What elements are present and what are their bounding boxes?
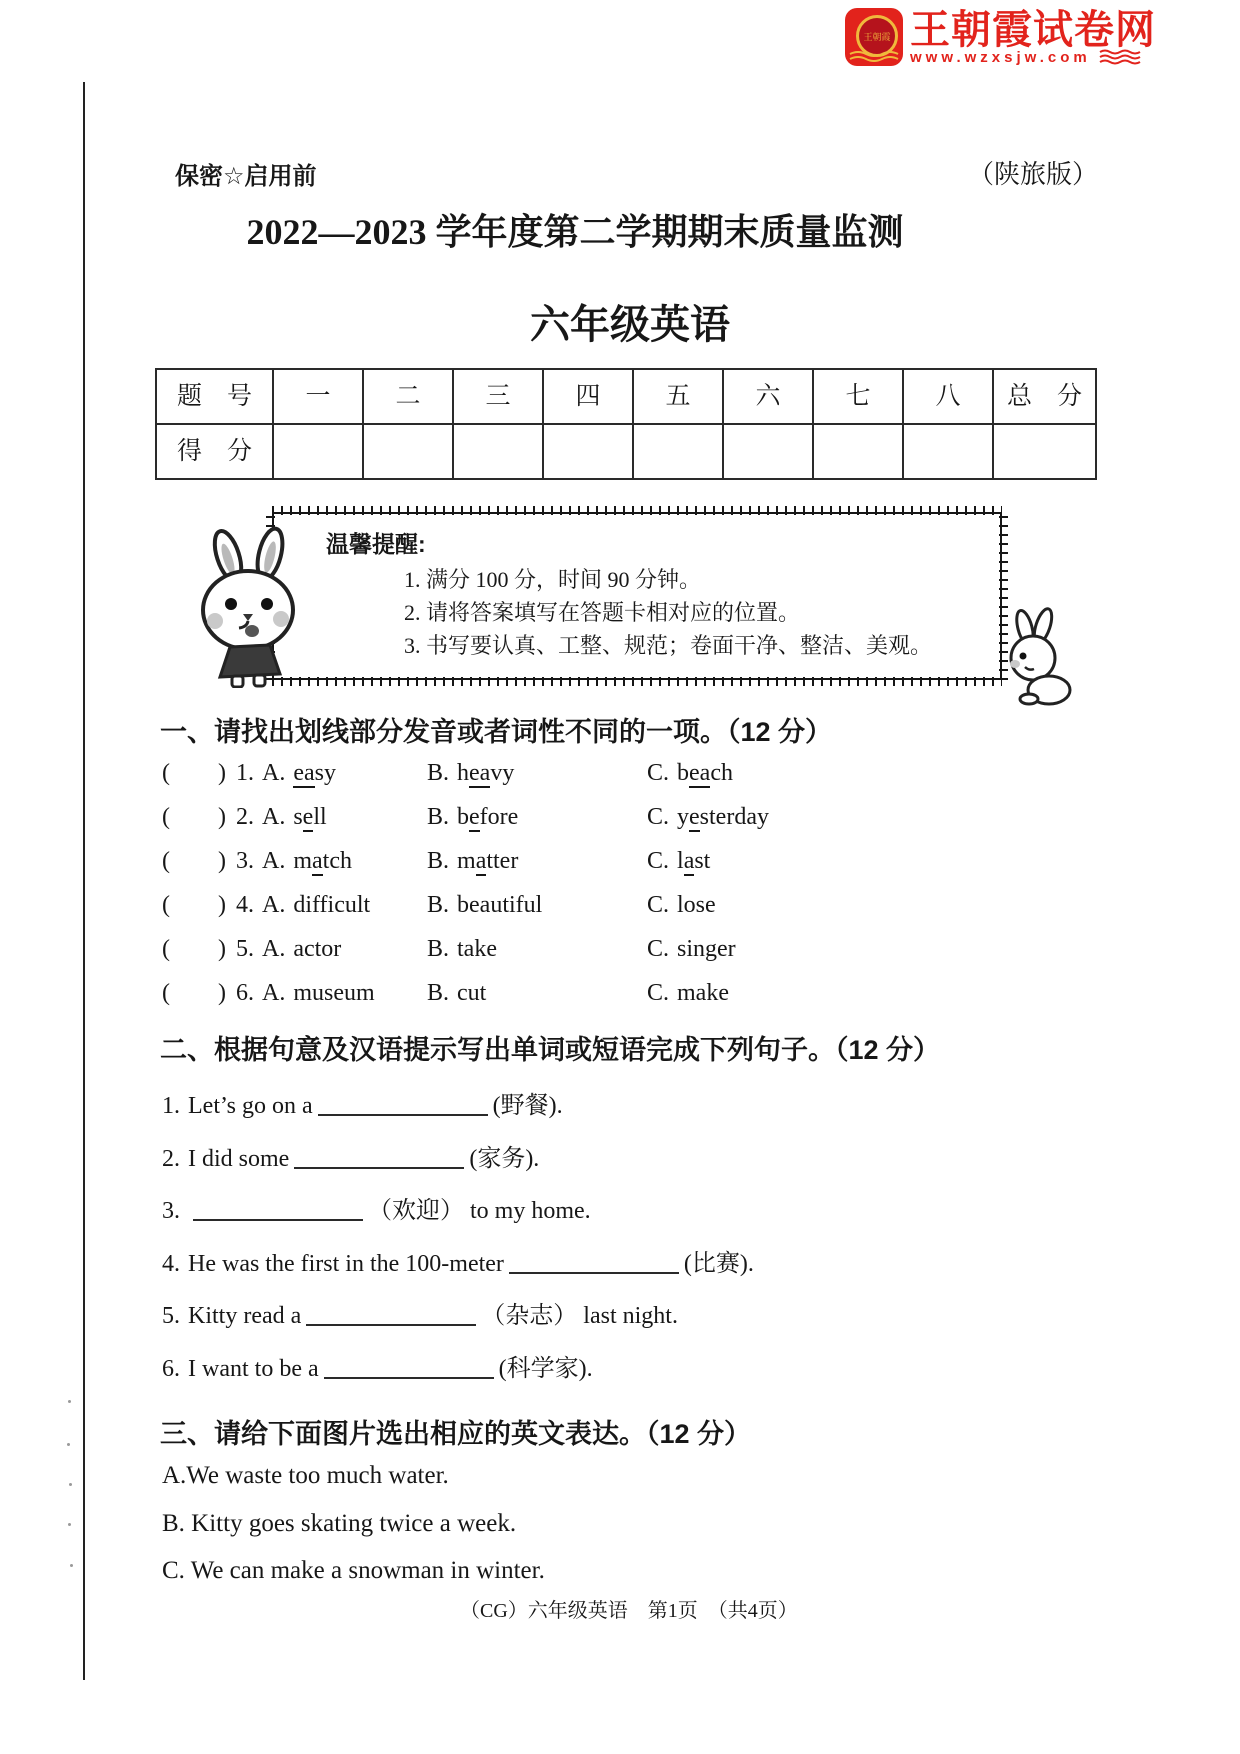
table-header-cell: 题 号 [157,370,274,425]
option-label: C. [647,980,670,1006]
option-word: cut [457,980,487,1006]
question-number-label: 1. [235,760,254,786]
fill-in-item [162,1295,678,1330]
item-number-label: 3. [162,1198,180,1224]
question-cell [162,804,427,831]
answer-paren: ( ) [162,980,226,1006]
scan-artifact-dot [68,1400,71,1403]
fill-in-item [162,1243,760,1278]
option-word: matter [457,848,519,874]
table-header-cell: 六 [724,370,814,425]
item-number-label: 5. [162,1303,180,1329]
score-cell [544,425,634,480]
page-title: 2022—2023 学年度第二学期期末质量监测 [246,212,904,252]
option-word: sell [293,804,327,830]
answer-paren: ( ) [162,804,226,830]
hint-label: (比赛). [683,1251,754,1277]
question-cell [162,936,427,963]
answer-blank [318,1092,488,1116]
stitched-border [272,506,1002,515]
fill-in-item [162,1348,599,1383]
scan-artifact-dot [70,1564,73,1567]
option-word: last [677,848,711,874]
option-word: match [293,848,352,874]
section-three-heading: 三、请给下面图片选出相应的英文表达。（12 分） [160,1419,752,1449]
table-header-cell: 七 [814,370,904,425]
question-cell [162,980,427,1007]
option-word: yesterday [677,804,769,830]
site-logo [845,8,1156,66]
option-label: B. [427,804,450,830]
scan-artifact-dot [68,1523,71,1526]
table-header-cell: 二 [364,370,454,425]
stitched-border [272,677,1002,686]
question-row [162,804,769,831]
table-header-cell: 八 [904,370,994,425]
table-header-cell: 五 [634,370,724,425]
question-cell [162,892,427,919]
fill-in-item [162,1190,591,1225]
option-word: beautiful [457,892,543,918]
notice-item: 3. 书写要认真、工整、规范；卷面干净、整洁、美观。 [404,633,933,658]
score-cell [454,425,544,480]
score-table [155,368,1097,480]
option-label: A. [261,980,286,1006]
question-cell [647,892,716,919]
option-word: easy [293,760,336,786]
item-number-label: 2. [162,1146,180,1172]
secrecy-label: 保密☆启用前 [175,163,317,190]
question-cell [647,936,736,963]
hint-label: （杂志） [481,1303,578,1329]
score-cell [904,425,994,480]
option-word: beach [677,760,733,786]
option-label: B. [427,936,450,962]
answer-paren: ( ) [162,936,226,962]
question-row [162,980,729,1007]
edition-label: （陕旅版） [968,160,1099,189]
section-two-heading: 二、根据句意及汉语提示写出单词或短语完成下列句子。（12 分） [160,1035,941,1065]
option-word: heavy [457,760,515,786]
score-cell [274,425,364,480]
answer-blank [324,1355,494,1379]
question-number-label: 6. [235,980,254,1006]
item-text: last night. [583,1303,678,1329]
item-text: to my home. [470,1198,591,1224]
option-label: A. [261,760,286,786]
option-label: A. [261,892,286,918]
score-cell [634,425,724,480]
option-label: A. [261,848,286,874]
notice-item: 2. 请将答案填写在答题卡相对应的位置。 [404,600,801,625]
rabbit-right-icon [995,606,1077,706]
item-number-label: 1. [162,1093,180,1119]
item-number-label: 4. [162,1251,180,1277]
option-word: singer [677,936,736,962]
table-header-cell: 一 [274,370,364,425]
item-number-label: 6. [162,1356,180,1382]
table-header-cell: 三 [454,370,544,425]
badge-wave-lines-icon [849,51,899,63]
question-cell [427,892,647,919]
option-label: C. [647,804,670,830]
expression-option: C. We can make a snowman in winter. [162,1557,545,1584]
question-row [162,892,716,919]
logo-seal-text: 王朝霞 [863,31,891,42]
answer-blank [294,1145,464,1169]
notice-item: 1. 满分 100 分，时间 90 分钟。 [404,567,702,592]
site-name: 王朝霞试卷网 [910,7,1156,52]
logo-badge-icon [845,8,903,66]
question-row [162,848,710,875]
option-word: difficult [293,892,371,918]
question-cell [427,804,647,831]
question-cell [427,760,647,787]
section-one-heading: 一、请找出划线部分发音或者词性不同的一项。（12 分） [160,717,833,747]
question-number-label: 2. [235,804,254,830]
answer-blank [306,1302,476,1326]
question-cell [647,804,769,831]
question-row [162,760,733,787]
option-word: make [677,980,729,1006]
score-cell [814,425,904,480]
question-number-label: 4. [235,892,254,918]
wave-lines-icon [1099,49,1141,65]
answer-blank [509,1250,679,1274]
hint-label: (科学家). [498,1356,593,1382]
question-cell [427,980,647,1007]
option-label: B. [427,848,450,874]
table-header-cell: 总 分 [994,370,1097,425]
footer-page-info: （CG）六年级英语 第1页 （共4页） [460,1600,798,1622]
question-row [162,936,736,963]
question-number-label: 3. [235,848,254,874]
option-label: C. [647,892,670,918]
item-text: Kitty read a [188,1303,302,1329]
score-cell [994,425,1097,480]
option-label: B. [427,892,450,918]
answer-blank [193,1197,363,1221]
item-text: Let’s go on a [188,1093,313,1119]
scan-artifact-dot [67,1443,70,1446]
question-cell [162,848,427,875]
score-cell [364,425,454,480]
option-label: A. [261,804,286,830]
hint-label: (野餐). [492,1093,563,1119]
question-cell [647,980,729,1007]
question-cell [647,848,710,875]
table-header-cell: 四 [544,370,634,425]
hint-label: (家务). [469,1146,540,1172]
scan-artifact-dot [69,1483,72,1486]
answer-paren: ( ) [162,892,226,918]
option-label: C. [647,760,670,786]
option-word: museum [293,980,375,1006]
fill-in-item [162,1138,545,1173]
option-word: before [457,804,519,830]
question-cell [427,936,647,963]
score-cell [724,425,814,480]
fill-in-item [162,1085,569,1120]
option-label: C. [647,848,670,874]
notice-box [272,512,1002,680]
logo-text-block [910,9,1156,66]
site-url: www.wzxsjw.com [910,48,1091,66]
expression-option: B. Kitty goes skating twice a week. [162,1510,517,1537]
question-number-label: 5. [235,936,254,962]
answer-paren: ( ) [162,848,226,874]
hint-label: （欢迎） [368,1198,464,1224]
option-word: lose [677,892,716,918]
page-edge-line [83,82,85,1680]
option-word: actor [293,936,342,962]
rabbit-left-icon [190,526,308,688]
question-cell [427,848,647,875]
score-row-header-cell: 得 分 [157,425,274,480]
question-cell [647,760,733,787]
expression-option: A.We waste too much water. [162,1462,449,1489]
option-label: B. [427,980,450,1006]
answer-paren: ( ) [162,760,226,786]
option-word: take [457,936,497,962]
option-label: A. [261,936,286,962]
item-text: I did some [188,1146,290,1172]
notice-title: 温馨提醒: [326,531,426,557]
item-text: He was the first in the 100-meter [188,1251,504,1277]
question-cell [162,760,427,787]
exam-subject: 六年级英语 [530,303,730,347]
option-label: C. [647,936,670,962]
option-label: B. [427,760,450,786]
item-text: I want to be a [188,1356,319,1382]
